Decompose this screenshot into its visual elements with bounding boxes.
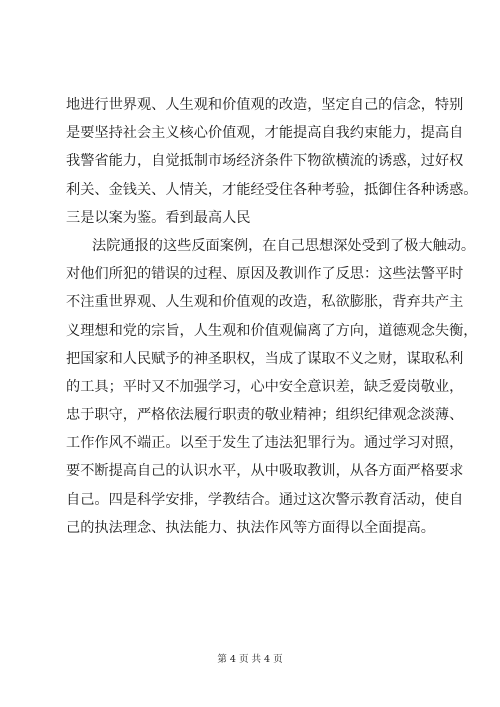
text-line: 把国家和人民赋予的神圣职权，当成了谋取不义之财，谋取私利 <box>66 350 464 367</box>
text-line: 我警省能力，自觉抵制市场经济条件下物欲横流的诱惑，过好权 <box>66 153 464 170</box>
text-line: 己的执法理念、执法能力、执法作风等方面得以全面提高。 <box>66 519 435 536</box>
text-line: 地进行世界观、人生观和价值观的改造，坚定自己的信念，特别 <box>66 97 464 113</box>
text-line: 工作作风不端正。以至于发生了违法犯罪行为。通过学习对照， <box>66 435 464 452</box>
paragraph-first-line: 法院通报的这些反面案例，在自己思想深处受到了极大触动。 <box>92 237 476 254</box>
page-number-footer: 第 4 页 共 4 页 <box>217 654 283 665</box>
text-line: 对他们所犯的错误的过程、原因及教训作了反思：这些法警平时 <box>66 266 464 283</box>
text-line: 的工具；平时又不加强学习，心中安全意识差，缺乏爱岗敬业， <box>66 378 464 395</box>
text-line: 忠于职守，严格依法履行职责的敬业精神；组织纪律观念淡薄、 <box>66 407 464 424</box>
body-text <box>66 91 478 542</box>
text-line: 不注重世界观、人生观和价值观的改造，私欲膨胀，背弃共产主 <box>66 294 464 311</box>
text-line: 要不断提高自己的认识水平，从中吸取教训，从各方面严格要求 <box>66 463 464 480</box>
text-line: 自己。四是科学安排，学教结合。通过这次警示教育活动，使自 <box>66 491 464 508</box>
text-line: 是要坚持社会主义核心价值观，才能提高自我约束能力，提高自 <box>66 125 464 142</box>
text-line: 义理想和党的宗旨，人生观和价值观偏离了方向，道德观念失衡， <box>66 322 478 339</box>
text-line: 利关、金钱关、人情关，才能经受住各种考验，抵御住各种诱惑。 <box>66 181 478 198</box>
text-line: 三是以案为鉴。看到最高人民 <box>66 209 251 226</box>
